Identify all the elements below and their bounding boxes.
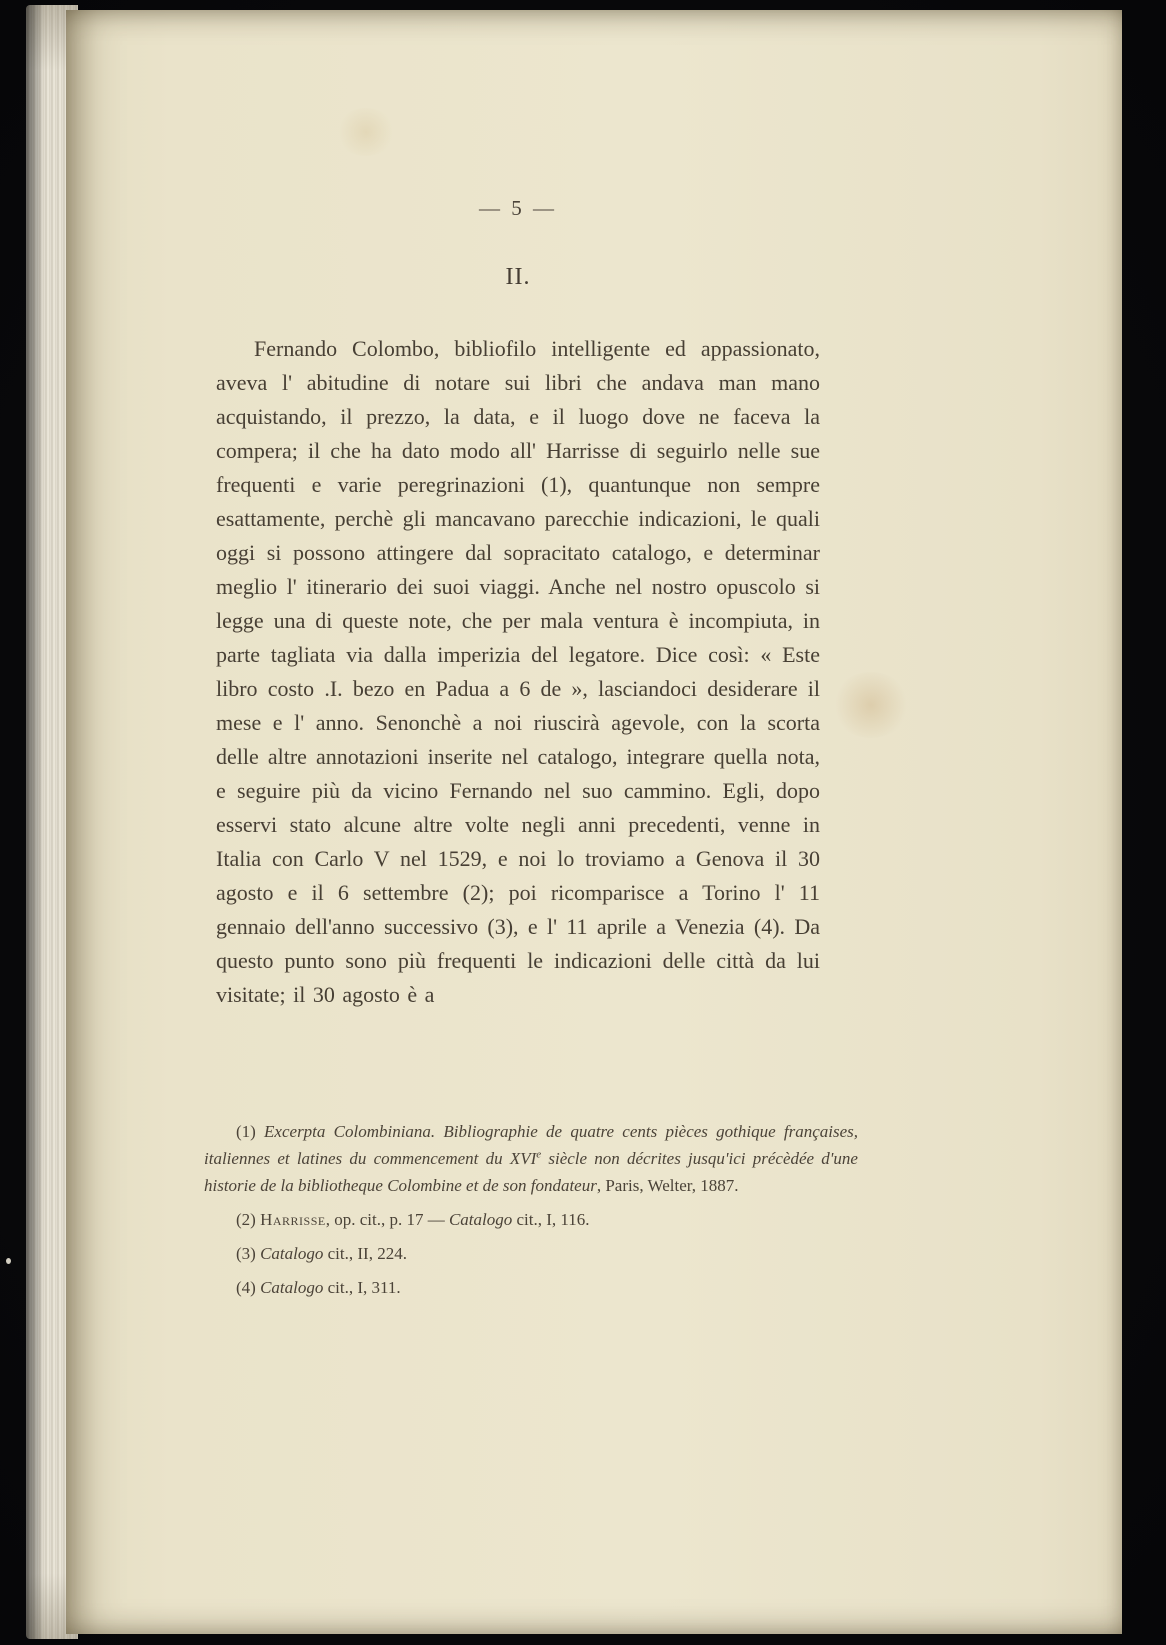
footnote-3-title: Catalogo [260,1244,324,1263]
footnote-1-title: Excerpta Colombiniana. Bibliographie de quatre cents pièces gothique françaises, italiennes et latines du commencement du XVI [204,1122,858,1168]
footnote-2-label: (2) [236,1210,261,1229]
footnote-4 [204,1274,858,1301]
footnote-1-superscript: e [536,1148,542,1161]
section-heading: II. [505,264,531,290]
book-page [66,10,1122,1634]
footnote-3-citation: cit., II, 224. [323,1244,407,1263]
footnote-2 [204,1206,858,1233]
footnote-4-label: (4) [236,1278,261,1297]
page-number: — 5 — [479,196,557,220]
body-paragraph: Fernando Colombo, bibliofilo intelligente ed appassionato, aveva l' abitudine di notare sui libri che andava man mano acquistando, il prezzo, la data, e il luogo dove ne faceva la compera; il che ha dato modo all' Harrisse di seguirlo nelle sue frequenti e varie peregrinazioni (1), quantunque non sempre esattamente, perchè gli mancavano parecchie indicazioni, le quali oggi si possono attingere dal sopracitato catalogo, e determinar meglio l' itinerario dei suoi viaggi. Anche nel nostro opuscolo si legge una di queste note, che per mala ventura è incompiuta, in parte tagliata via dalla imperizia del legatore. Dice così: « Este libro costo .I. bezo en Padua a 6 de », lasciandoci desiderare il mese e l' anno. Senonchè a noi riuscirà agevole, con la scorta delle altre annotazioni inserite nel catalogo, integrare quella nota, e seguire più da vicino Fernando nel suo cammino. Egli, dopo esservi stato alcune altre volte negli anni precedenti, venne in Italia con Carlo V nel 1529, e noi lo troviamo a Genova il 30 agosto e il 6 settembre (2); poi ricomparisce a Torino l' 11 gennaio dell'anno successivo (3), e l' 11 aprile a Venezia (4). Da questo punto sono più frequenti le indicazioni delle città da lui visitate; il 30 agosto è a [216,336,820,1007]
footnotes-block [204,1118,858,1308]
dust-speck [6,1258,11,1264]
footnote-3 [204,1240,858,1267]
paper-stain [832,672,910,738]
footnote-2-reference: , op. cit., p. 17 — [325,1210,449,1229]
footnote-2-author: Harrisse [260,1210,326,1229]
paper-stain [336,108,396,156]
footnote-1-label: (1) [236,1122,265,1141]
footnote-1-title-continued: siècle non décrites jusqu'ici précèdée d'une historie de la bibliotheque Colombine et de son fondateur [204,1149,858,1195]
footnote-2-title: Catalogo [448,1210,513,1229]
footnote-4-title: Catalogo [260,1278,324,1297]
footnote-2-citation: cit., I, 116. [512,1210,590,1229]
footnote-1-imprint: , Paris, Welter, 1887. [596,1176,739,1195]
footnote-4-citation: cit., I, 311. [323,1278,401,1297]
footnote-1 [204,1118,858,1199]
footnote-3-label: (3) [236,1244,261,1263]
